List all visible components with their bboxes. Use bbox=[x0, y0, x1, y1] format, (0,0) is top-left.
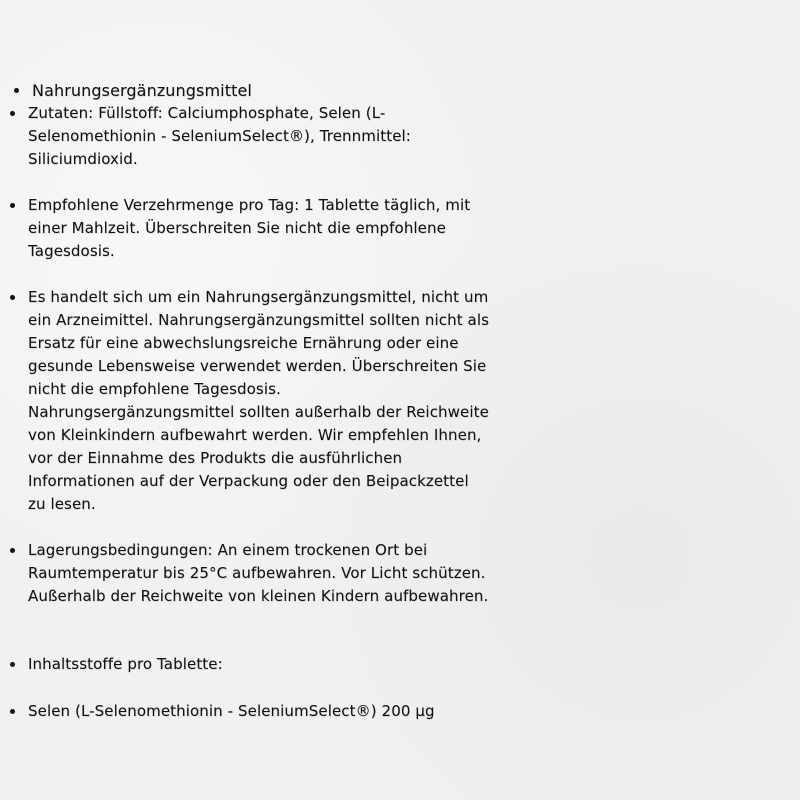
selenium-content-text: Selen (L-Selenomethionin - SeleniumSelect®) 200 μg bbox=[28, 702, 435, 720]
bullet-icon bbox=[10, 203, 15, 208]
recommended-dose-text: Empfohlene Verzehrmenge pro Tag: 1 Tablette täglich, mit einer Mahlzeit. Überschreiten Sie nicht die empfohlene Tagesdosis. bbox=[28, 196, 471, 260]
product-type-heading bbox=[10, 79, 570, 102]
ingredients-text: Zutaten: Füllstoff: Calciumphosphate, Selen (L- Selenomethionin - SeleniumSelect®), Trennmittel: Siliciumdioxid. bbox=[28, 104, 411, 168]
disclaimer-text: Es handelt sich um ein Nahrungsergänzungsmittel, nicht um ein Arzneimittel. Nahrungsergänzungsmittel sollten nicht als Ersatz für eine abwechslungsreiche Ernährung oder eine gesunde Lebensweise verwendet werden. Überschreiten Sie nicht die empfohlene Tagesdosis. Nahrungsergänzungsmittel sollten außerhalb der Reichweite von Kleinkindern aufbewahrt werden. Wir empfehlen Ihnen, vor der Einnahme des Produkts die ausführlichen Informationen auf der Verpackung oder den Beipackzettel zu lesen. bbox=[28, 288, 490, 513]
bullet-icon bbox=[10, 662, 15, 667]
contents-per-tablet-item bbox=[10, 653, 570, 676]
recommended-dose-item bbox=[10, 194, 570, 263]
contents-per-tablet-text: Inhaltsstoffe pro Tablette: bbox=[28, 655, 223, 673]
ingredients-item bbox=[10, 102, 570, 171]
disclaimer-item bbox=[10, 286, 570, 516]
heading-text: Nahrungsergänzungsmittel bbox=[32, 81, 252, 100]
bullet-icon bbox=[10, 709, 15, 714]
storage-conditions-text: Lagerungsbedingungen: An einem trockenen Ort bei Raumtemperatur bis 25°C aufbewahren. Vor Licht schützen. Außerhalb der Reichweite von kleinen Kindern aufbewahren. bbox=[28, 541, 489, 605]
bullet-icon bbox=[10, 111, 15, 116]
bullet-icon bbox=[14, 88, 19, 93]
storage-conditions-item bbox=[10, 539, 570, 608]
selenium-content-item bbox=[10, 700, 570, 723]
bullet-icon bbox=[10, 295, 15, 300]
bullet-icon bbox=[10, 548, 15, 553]
